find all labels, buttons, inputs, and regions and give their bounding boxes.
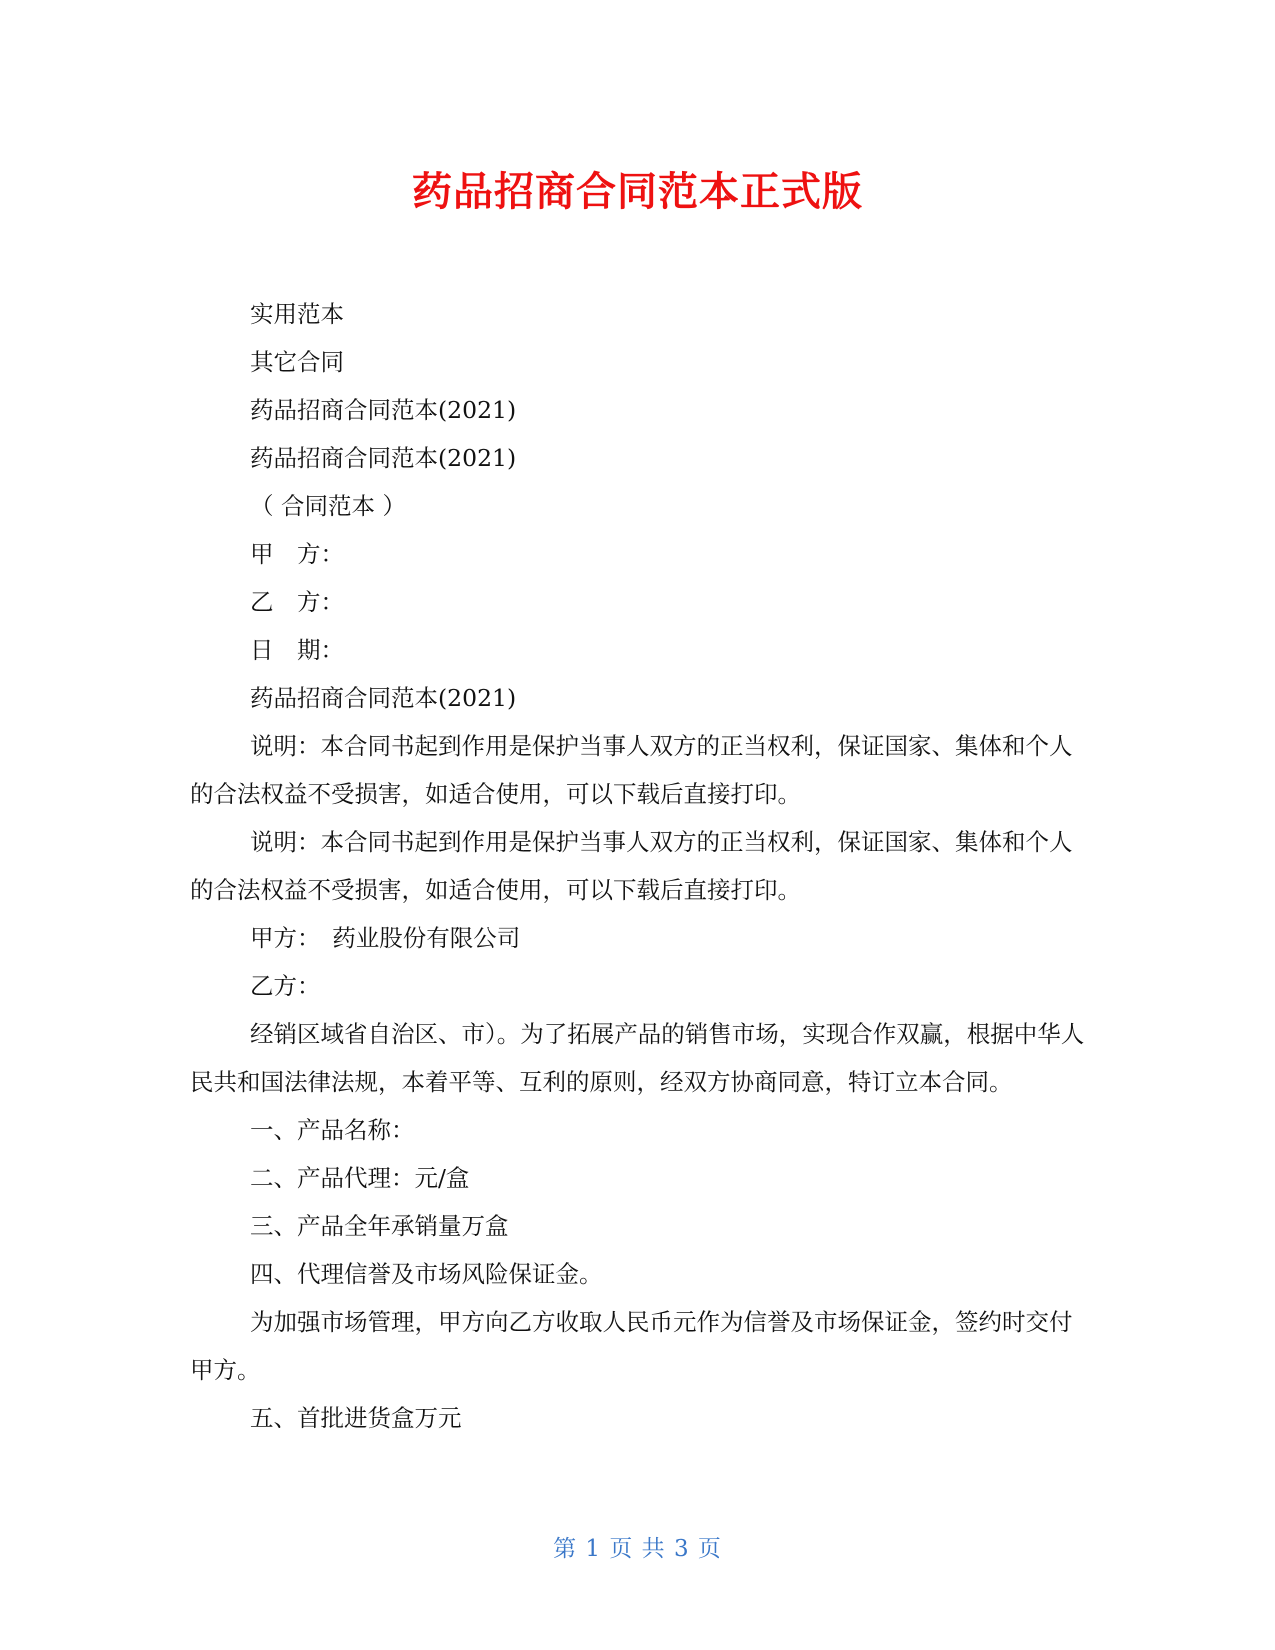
paragraph: 实用范本 — [250, 300, 344, 328]
paragraph: 说明：本合同书起到作用是保护当事人双方的正当权利，保证国家、集体和个人的合法权益不受损害，如适合使用，可以下载后直接打印。 — [190, 828, 1073, 904]
paragraph: 四、代理信誉及市场风险保证金。 — [250, 1260, 603, 1288]
paragraph: 五、首批进货盒万元 — [250, 1404, 462, 1432]
paragraph: 乙方： — [250, 972, 321, 1000]
paragraph: 药品招商合同范本(2021) — [250, 444, 517, 472]
party-a-label: 甲 方： — [250, 540, 344, 568]
paragraph: 三、产品全年承销量万盒 — [250, 1212, 509, 1240]
paragraph: 经销区域省自治区、市）。为了拓展产品的销售市场，实现合作双赢，根据中华人民共和国法律法规，本着平等、互利的原则，经双方协商同意，特订立本合同。 — [190, 1020, 1085, 1096]
page-number-footer: 第 1 页 共 3 页 — [553, 1536, 722, 1562]
document-title: 药品招商合同范本正式版 — [412, 169, 863, 215]
paragraph: 其它合同 — [250, 348, 344, 376]
paragraph: 一、产品名称： — [250, 1116, 415, 1144]
paragraph: （ 合同范本 ） — [250, 492, 406, 520]
paragraph: 说明：本合同书起到作用是保护当事人双方的正当权利，保证国家、集体和个人的合法权益不受损害，如适合使用，可以下载后直接打印。 — [190, 732, 1073, 808]
date-label: 日 期： — [250, 636, 344, 664]
paragraph: 为加强市场管理，甲方向乙方收取人民币元作为信誉及市场保证金，签约时交付甲方。 — [190, 1308, 1073, 1384]
paragraph: 药品招商合同范本(2021) — [250, 684, 517, 712]
document-body — [190, 290, 1090, 1442]
paragraph: 药品招商合同范本(2021) — [250, 396, 517, 424]
party-b-label: 乙 方： — [250, 588, 344, 616]
paragraph: 二、产品代理：元/盒 — [250, 1164, 470, 1192]
paragraph: 甲方： 药业股份有限公司 — [250, 924, 521, 952]
